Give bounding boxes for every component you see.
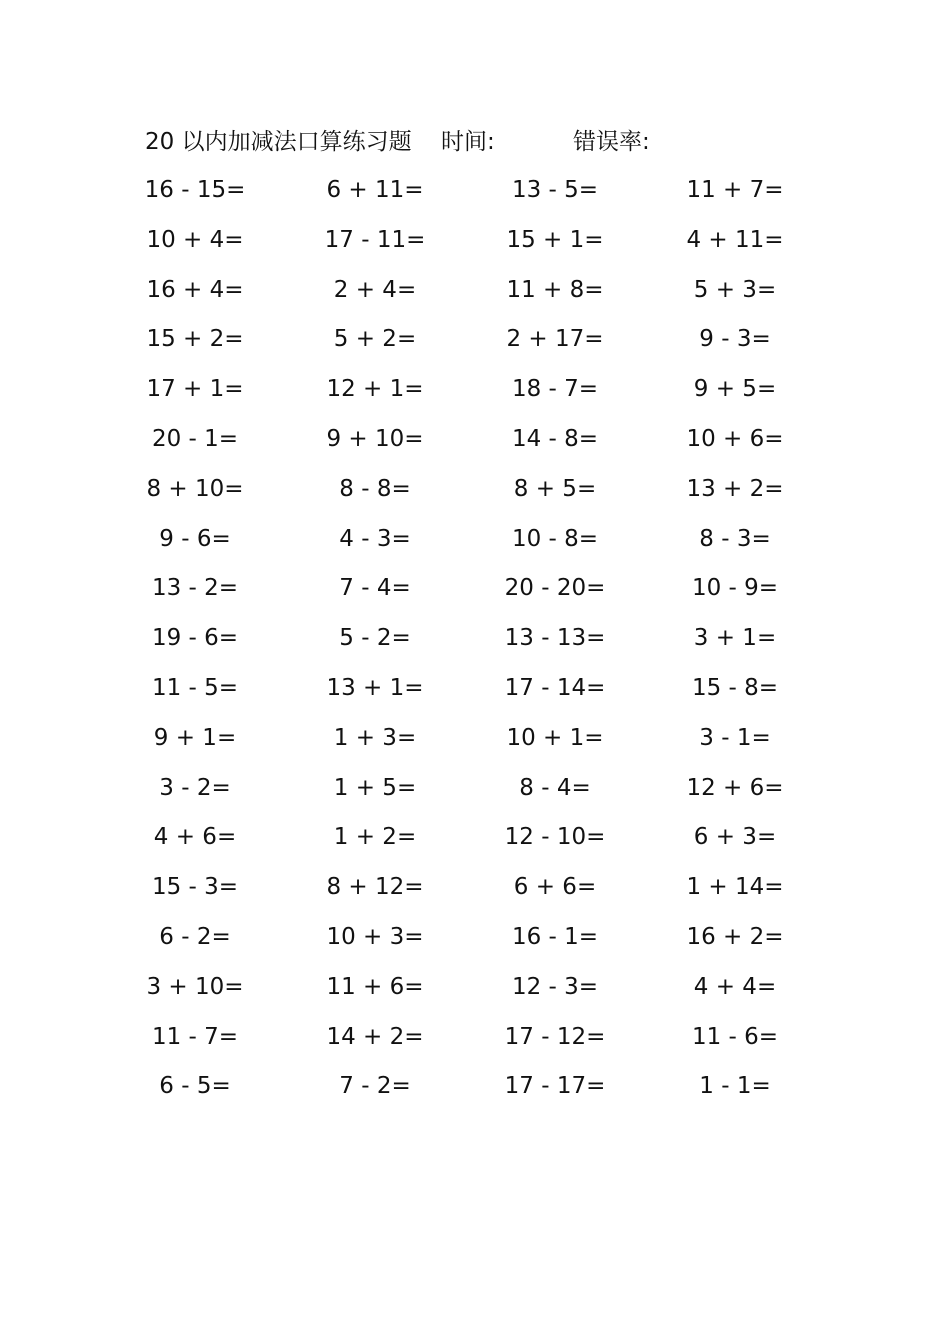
math-problem: 11 + 8= bbox=[506, 276, 604, 303]
error-rate-label: 错误率: bbox=[573, 129, 650, 155]
math-problem: 16 + 2= bbox=[686, 923, 784, 950]
math-problem: 1 + 14= bbox=[686, 874, 784, 901]
math-problem: 9 - 3= bbox=[699, 326, 771, 353]
math-problem: 10 - 8= bbox=[511, 525, 599, 552]
math-problem: 15 + 2= bbox=[146, 326, 244, 353]
math-problem: 13 - 2= bbox=[151, 575, 239, 602]
math-problem: 10 + 6= bbox=[686, 425, 784, 452]
math-problem: 11 - 6= bbox=[691, 1023, 779, 1050]
math-problem: 8 + 12= bbox=[326, 874, 424, 901]
time-label: 时间: bbox=[441, 129, 495, 155]
math-problem: 17 - 12= bbox=[504, 1023, 606, 1050]
math-problem: 1 + 3= bbox=[333, 724, 417, 751]
math-problem: 4 + 4= bbox=[693, 973, 777, 1000]
math-problem: 11 + 7= bbox=[686, 177, 784, 203]
math-problem: 20 - 20= bbox=[504, 575, 606, 602]
math-problem: 8 + 10= bbox=[146, 475, 244, 502]
math-problem: 8 + 5= bbox=[513, 475, 597, 502]
math-problem: 9 + 5= bbox=[693, 376, 777, 403]
math-problem: 10 + 3= bbox=[326, 923, 424, 950]
math-problem: 4 + 11= bbox=[686, 226, 784, 253]
math-problem: 14 + 2= bbox=[326, 1023, 424, 1050]
worksheet-header bbox=[145, 126, 650, 158]
math-problem: 16 + 4= bbox=[146, 276, 244, 303]
math-problem: 17 + 1= bbox=[146, 376, 244, 403]
math-problem: 11 - 7= bbox=[151, 1023, 239, 1050]
math-problem: 5 - 2= bbox=[339, 625, 411, 652]
math-problem: 5 + 3= bbox=[693, 276, 777, 303]
math-problem: 12 + 6= bbox=[686, 774, 784, 801]
math-problem: 3 + 10= bbox=[146, 973, 244, 1000]
math-problem: 14 - 8= bbox=[511, 425, 599, 452]
math-problem: 4 - 3= bbox=[339, 525, 411, 552]
math-problem: 9 + 1= bbox=[153, 724, 237, 751]
math-problem: 15 - 8= bbox=[691, 674, 779, 701]
math-problem: 11 - 5= bbox=[151, 674, 239, 701]
math-problem: 8 - 8= bbox=[339, 475, 411, 502]
math-problem: 16 - 15= bbox=[144, 177, 246, 203]
math-problem: 11 + 6= bbox=[326, 973, 424, 1000]
math-problem: 5 + 2= bbox=[333, 326, 417, 353]
math-problem: 20 - 1= bbox=[151, 425, 239, 452]
math-problem: 13 - 13= bbox=[504, 625, 606, 652]
math-problem: 3 - 2= bbox=[159, 774, 231, 801]
math-problem: 15 - 3= bbox=[151, 874, 239, 901]
math-problem: 7 - 4= bbox=[339, 575, 411, 602]
math-problem: 15 + 1= bbox=[506, 226, 604, 253]
math-problem: 13 + 2= bbox=[686, 475, 784, 502]
math-problem: 6 + 6= bbox=[513, 874, 597, 901]
math-problem: 16 - 1= bbox=[511, 923, 599, 950]
math-problem: 1 + 2= bbox=[333, 824, 417, 851]
math-problem: 2 + 4= bbox=[333, 276, 417, 303]
math-problem: 12 - 3= bbox=[511, 973, 599, 1000]
math-problem: 3 + 1= bbox=[693, 625, 777, 652]
math-problem: 9 + 10= bbox=[326, 425, 424, 452]
math-problem: 1 - 1= bbox=[699, 1073, 771, 1100]
math-problem: 1 + 5= bbox=[333, 774, 417, 801]
math-problem: 17 - 14= bbox=[504, 674, 606, 701]
math-problem: 3 - 1= bbox=[699, 724, 771, 751]
math-problem: 2 + 17= bbox=[506, 326, 604, 353]
math-problem: 6 + 3= bbox=[693, 824, 777, 851]
math-problem: 9 - 6= bbox=[159, 525, 231, 552]
math-problem: 19 - 6= bbox=[151, 625, 239, 652]
math-problem: 13 - 5= bbox=[511, 177, 599, 203]
math-problem: 10 + 4= bbox=[146, 226, 244, 253]
math-problem: 6 - 2= bbox=[159, 923, 231, 950]
math-problem: 8 - 3= bbox=[699, 525, 771, 552]
math-problem: 10 + 1= bbox=[506, 724, 604, 751]
worksheet-title: 20 以内加减法口算练习题 bbox=[145, 129, 412, 155]
math-problem: 17 - 17= bbox=[504, 1073, 606, 1100]
math-problem: 17 - 11= bbox=[324, 226, 426, 253]
problem-grid bbox=[130, 166, 810, 1112]
math-problem: 6 + 11= bbox=[326, 177, 424, 203]
math-problem: 10 - 9= bbox=[691, 575, 779, 602]
math-problem: 13 + 1= bbox=[326, 674, 424, 701]
math-problem: 12 - 10= bbox=[504, 824, 606, 851]
math-problem: 18 - 7= bbox=[511, 376, 599, 403]
math-problem: 12 + 1= bbox=[326, 376, 424, 403]
math-problem: 7 - 2= bbox=[339, 1073, 411, 1100]
math-problem: 4 + 6= bbox=[153, 824, 237, 851]
math-problem: 6 - 5= bbox=[159, 1073, 231, 1100]
math-problem: 8 - 4= bbox=[519, 774, 591, 801]
